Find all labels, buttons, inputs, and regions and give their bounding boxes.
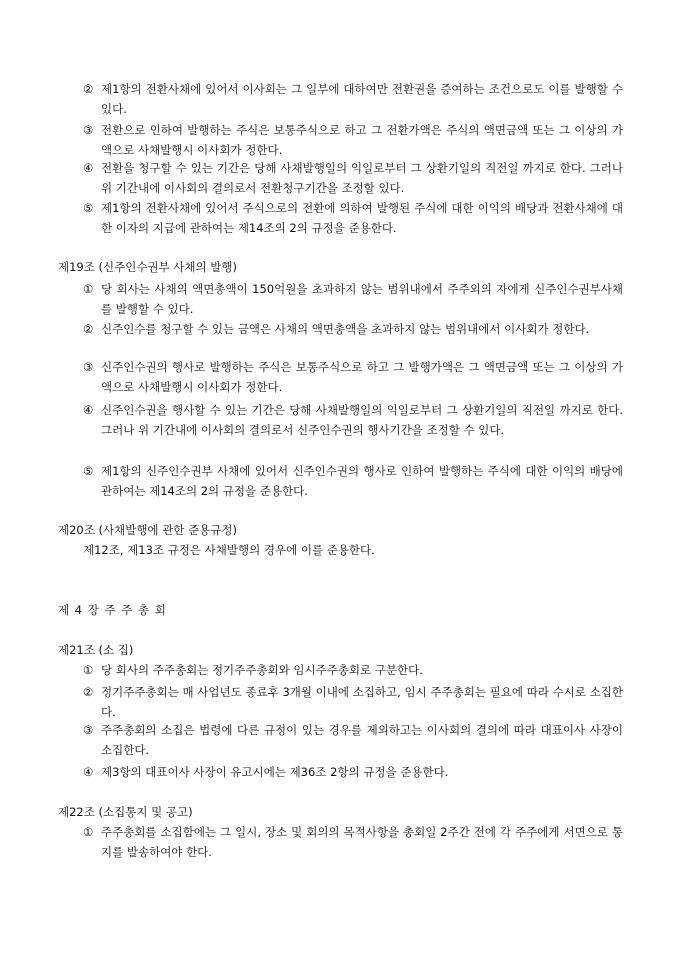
clause-text: 신주인수권의 행사로 발행하는 주식은 보통주식으로 하고 그 발행가액은 그 액면금액 또는 그 이상의 가액으로 사채발행시 이사회가 정한다. bbox=[101, 360, 623, 394]
clause-number: ③ bbox=[83, 360, 94, 374]
clause-item bbox=[83, 720, 623, 760]
clause-item bbox=[83, 158, 623, 198]
clause-text: 전환을 청구할 수 있는 기간은 당해 사채발행일의 익일로부터 그 상환기일의 직전일 까지로 한다. 그러나 위 기간내에 이사회의 결의로서 전환청구기간을 조정할 있다. bbox=[101, 161, 623, 195]
clause-number: ④ bbox=[83, 403, 94, 417]
clause-number: ② bbox=[83, 322, 94, 336]
clause-number: ② bbox=[83, 685, 94, 699]
clause-item bbox=[83, 762, 623, 782]
clause-text: 제3항의 대표이사 사장이 유고시에는 제36조 2항의 규정을 준용한다. bbox=[101, 765, 449, 779]
clause-item bbox=[83, 357, 623, 397]
article-body: 제12조, 제13조 규정은 사채발행의 경우에 이를 준용한다. bbox=[83, 543, 375, 557]
clause-number: ① bbox=[83, 282, 94, 296]
clause-text: 제1항의 신주인수권부 사채에 있어서 신주인수권의 행사로 인하여 발행하는 주식에 대한 이익의 배당에 관하여는 제14조의 2의 규정을 준용한다. bbox=[101, 464, 623, 498]
clause-text: 전환으로 인하여 발행하는 주식은 보통주식으로 하고 그 전환가액은 주식의 액면금액 또는 그 이상의 가액으로 사채발행시 이사회가 정한다. bbox=[101, 123, 623, 157]
clause-item bbox=[83, 198, 623, 238]
clause-item bbox=[83, 120, 623, 160]
clause-item bbox=[83, 461, 623, 501]
clause-item bbox=[83, 822, 623, 862]
clause-item bbox=[83, 660, 623, 680]
clause-item bbox=[83, 682, 623, 722]
clause-item bbox=[83, 400, 623, 440]
clause-item bbox=[83, 79, 623, 119]
clause-number: ① bbox=[83, 825, 94, 839]
clause-item bbox=[83, 279, 623, 319]
article-heading: 제21조 (소 집) bbox=[58, 643, 134, 657]
clause-number: ④ bbox=[83, 765, 94, 779]
clause-text: 제1항의 전환사채에 있어서 주식으로의 전환에 의하여 발행된 주식에 대한 이익의 배당과 전환사채에 대한 이자의 지급에 관하여는 제14조의 2의 규정을 준용한다. bbox=[101, 201, 623, 235]
clause-number: ⑤ bbox=[83, 201, 94, 215]
clause-number: ③ bbox=[83, 123, 94, 137]
clause-number: ⑤ bbox=[83, 464, 94, 478]
article-heading: 제22조 (소집통지 및 공고) bbox=[58, 805, 193, 819]
clause-text: 신주인수를 청구할 수 있는 금액은 사채의 액면총액을 초과하지 않는 범위내에서 이사회가 정한다. bbox=[101, 322, 590, 336]
clause-text: 당 회사는 사채의 액면총액이 150억원을 초과하지 않는 범위내에서 주주외의 자에게 신주인수권부사채를 발행할 수 있다. bbox=[101, 282, 623, 316]
clause-item bbox=[83, 319, 623, 339]
chapter-title: 제 4 장 주 주 총 회 bbox=[58, 603, 167, 617]
clause-number: ④ bbox=[83, 161, 94, 175]
clause-text: 제1항의 전환사채에 있어서 이사회는 그 일부에 대하여만 전환권을 증여하는 조건으로도 이를 발행할 수 있다. bbox=[101, 82, 623, 116]
article-heading: 제19조 (신주인수권부 사채의 발행) bbox=[58, 260, 237, 274]
clause-text: 신주인수권을 행사할 수 있는 기간은 당해 사채발행일의 익일로부터 그 상환기일의 직전일 까지로 한다. 그러나 위 기간내에 이사회의 결의로서 신주인수권의 행사기간을 조정할 수 있다. bbox=[101, 403, 623, 437]
clause-text: 주주총회를 소집함에는 그 일시, 장소 및 회의의 목적사항을 총회일 2주간 전에 각 주주에게 서면으로 통지를 발송하여야 한다. bbox=[101, 825, 623, 859]
clause-number: ① bbox=[83, 663, 94, 677]
clause-text: 당 회사의 주주총회는 정기주주총회와 임시주주총회로 구분한다. bbox=[101, 663, 423, 677]
article-heading: 제20조 (사채발행에 관한 준용규정) bbox=[58, 523, 237, 537]
clause-text: 정기주주총회는 매 사업년도 종료후 3개월 이내에 소집하고, 임시 주주총회는 필요에 따라 수시로 소집한다. bbox=[101, 685, 623, 719]
clause-number: ② bbox=[83, 82, 94, 96]
clause-number: ③ bbox=[83, 723, 94, 737]
clause-text: 주주총회의 소집은 법령에 다른 규정이 있는 경우를 제외하고는 이사회의 결의에 따라 대표이사 사장이 소집한다. bbox=[101, 723, 623, 757]
